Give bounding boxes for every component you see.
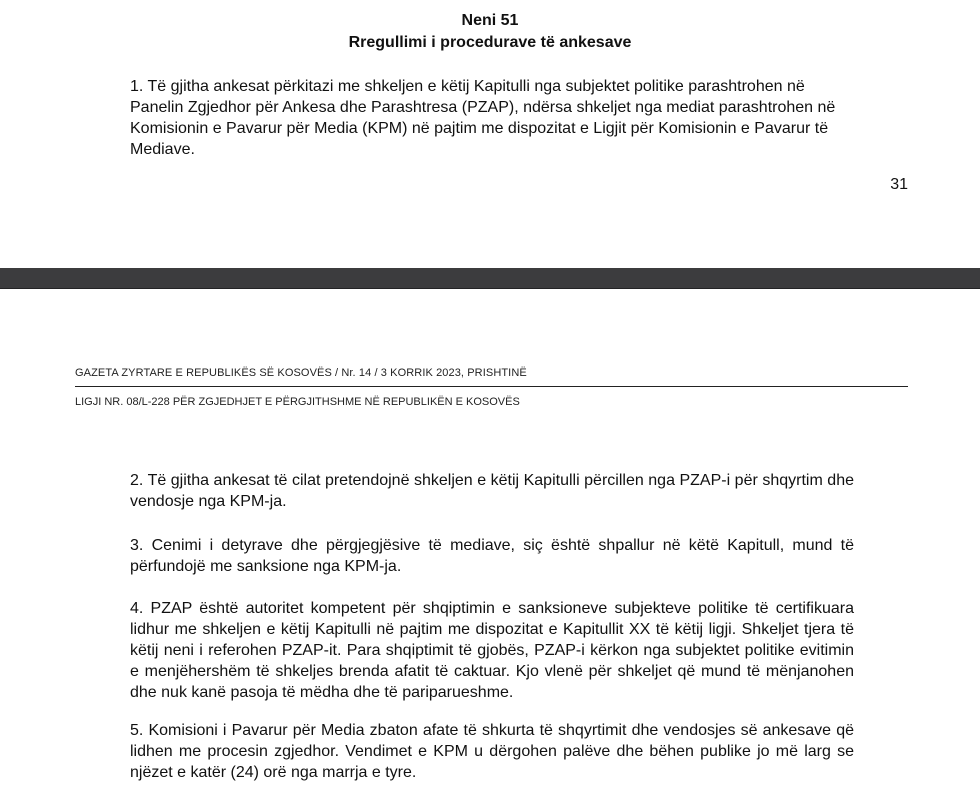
article-number: Neni 51	[461, 12, 519, 29]
gazette-running-header: GAZETA ZYRTARE E REPUBLIKËS SË KOSOVËS / Nr. 14 / 3 KORRIK 2023, PRISHTINË	[75, 367, 527, 379]
page-separator	[0, 268, 980, 289]
paragraph-1: 1. Të gjitha ankesat përkitazi me shkeljen e këtij Kapitulli nga subjektet politike parashtrohen në Panelin Zgjedhor për Ankesa dhe Parashtresa (PZAP), ndërsa shkeljet nga mediat parashtrohen në Komisionin e Pavarur për Media (KPM) në pajtim me dispozitat e Ligjit për Komisionin e Pavarur të Mediave.	[130, 78, 836, 158]
header-rule	[75, 386, 908, 387]
paragraph-2: 2. Të gjitha ankesat të cilat pretendojnë shkeljen e këtij Kapitulli përcillen nga PZAP-i për shqyrtim dhe vendosje nga KPM-ja.	[130, 472, 854, 510]
article-title: Rregullimi i procedurave të ankesave	[348, 34, 632, 51]
paragraph-5: 5. Komisioni i Pavarur për Media zbaton afate të shkurta të shqyrtimit dhe vendosjes së ankesave që lidhen me procesin zgjedhor. Vendimet e KPM u dërgohen palëve dhe bëhen publike jo më larg se njëzet e katër (24) orë nga marrja e tyre.	[130, 722, 854, 781]
law-running-header: LIGJI NR. 08/L-228 PËR ZGJEDHJET E PËRGJITHSHME NË REPUBLIKËN E KOSOVËS	[75, 396, 520, 408]
paragraph-3: 3. Cenimi i detyrave dhe përgjegjësive të mediave, siç është shpallur në këtë Kapitull, mund të përfundojë me sanksione nga KPM-ja.	[130, 537, 854, 575]
page-number: 31	[890, 176, 908, 193]
paragraph-4: 4. PZAP është autoritet kompetent për shqiptimin e sanksioneve subjekteve politike të certifikuara lidhur me shkeljen e këtij Kapitulli në pajtim me dispozitat e Kapitullit XX të këtij ligji. Shkeljet tjera të këtij neni i referohen PZAP-it. Para shqiptimit të gjobës, PZAP-i kërkon nga subjektet politike evitimin e menjëhershëm të shkeljes brenda afatit të caktuar. Kjo vlenë për shkeljet që mund të mënjanohen dhe nuk kanë pasoja të mëdha dhe të pariparueshme.	[130, 600, 854, 701]
